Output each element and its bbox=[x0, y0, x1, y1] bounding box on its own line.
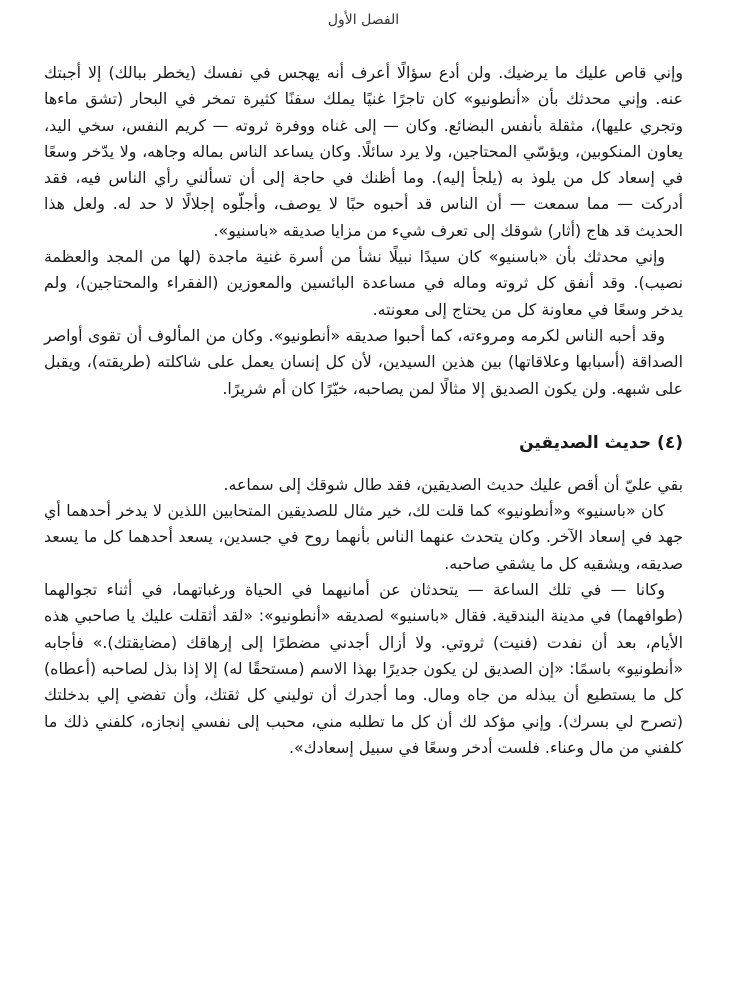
paragraph: وكانا — في تلك الساعة — يتحدثان عن أمانيهما في الحياة ورغباتهما، في أثناء تجوالهما (طوافهما) في مدينة البندقية. فقال «باسنيو» لصديقه «أنطونيو»: «لقد أثقلت عليك يا صاحبي هذه الأيام، بعد أن نفدت (فنيت) ثروتي. ولا أزال أجدني مضطرًا إلى إرهاقك (مضايقتك).» فأجابه «أنطونيو» باسمًا: «إن الصديق لن يكون جديرًا بهذا الاسم (مستحقًا له) إلا إذا بذل لصاحبه (أعطاه) كل ما يستطيع أن يبذله من جاه ومال. وما أجدرك أن توليني كل ثقتك، وأن تفضي إلي بدخلتك (تصرح لي بسرك). وإني مؤكد لك أن كل ما تطلبه مني، محبب إلى نفسي إنجازه، كلفني ذلك ما كلفني من مال وعناء. فلست أدخر وسعًا في سبيل إسعادك». bbox=[44, 580, 683, 757]
paragraph: بقي عليّ أن أقص عليك حديث الصديقين، فقد طال شوقك إلى سماعه. bbox=[223, 474, 683, 494]
section-heading: (٤) حديث الصديقين bbox=[519, 432, 683, 453]
paragraph: وإني محدثك بأن «باسنيو» كان سيدًا نبيلًا نشأ من أسرة غنية ماجدة (لها من المجد والعظمة نصيب). وقد أنفق كل ثروته وماله في مساعدة البائسين والمعوزين (الفقراء والمحتاجين)، ولم يدخر وسعًا في معاونة كل من يحتاج إلى معونته. bbox=[44, 247, 683, 319]
paragraph: كان «باسنيو» و«أنطونيو» كما قلت لك، خير مثال للصديقين المتحابين اللذين لا يدخر أحدهما أي جهد في إسعاد الآخر. وكان يتحدث عنهما الناس بأنهما روح في جسدين، يسعد أحدهما كل ما يسعد صديقه، ويشقيه كل ما يشقي صاحبه. bbox=[44, 501, 683, 573]
paragraph: وقد أحبه الناس لكرمه ومروءته، كما أحبوا صديقه «أنطونيو». وكان من المألوف أن تقوى أواصر الصداقة (أسبابها وعلاقاتها) بين هذين السيدين، لأن كل إنسان يعمل على شاكلته (طريقته)، ويقبل على شبهه. ولن يكون الصديق إلا مثالًا لمن يصاحبه، خيّرًا كان أم شريرًا. bbox=[44, 325, 683, 398]
running-header: الفصل الأول bbox=[327, 12, 400, 28]
paragraph: وإني قاص عليك ما يرضيك. ولن أدع سؤالًا أعرف أنه يهجس في نفسك (يخطر ببالك) إلا أجبتك عنه. وإني محدثك بأن «أنطونيو» كان تاجرًا غنيًا يملك سفنًا كثيرة تمخر في البحار (تشق ماءها وتجري عليها)، مثقلة بأنفس البضائع. وكان — إلى غناه ووفرة ثروته — كريم النفس، سخي اليد، يعاون المنكوبين، ويؤسّي المحتاجين، ولا يرد سائلًا. وكان يساعد الناس بماله وجاهه، ولا يدّخر وسعًا في إسعاد كل من يلوذ به (يلجأ إليه). وما أظنك في حاجة إلى أن تسألني رأي الناس فيه، فقد أدركت — مما سمعت — أن الناس قد أحبوه حبًا لا يوصف، وأجلّوه إجلالًا لا حد له. ولعل هذا الحديث قد هاج (أثار) شوقك إلى تعرف شيء من مزايا صديقه «باسنيو». bbox=[44, 63, 683, 240]
